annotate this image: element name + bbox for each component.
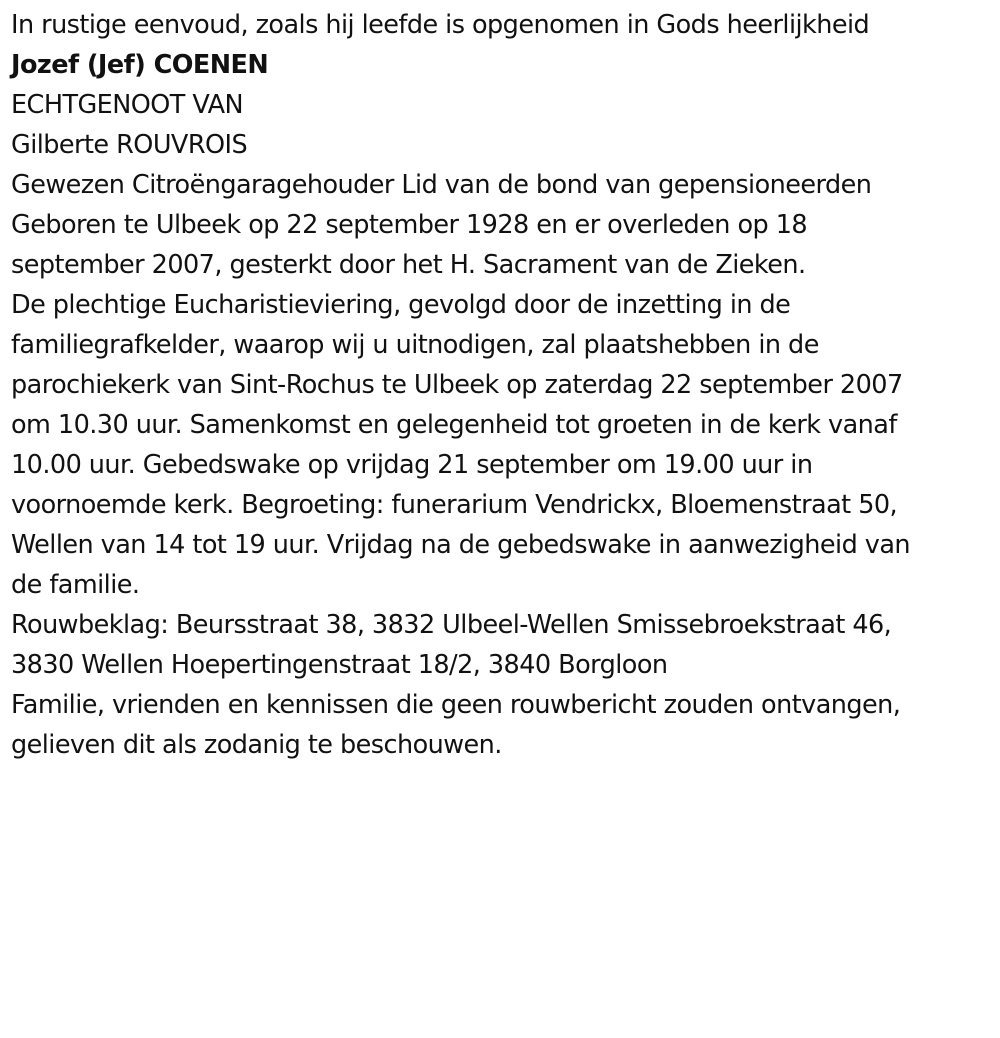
text-line: 10.00 uur. Gebedswake op vrijdag 21 september om 19.00 uur in <box>11 450 813 480</box>
text-line: om 10.30 uur. Samenkomst en gelegenheid tot groeten in de kerk vanaf <box>11 410 897 440</box>
text-line: 3830 Wellen Hoepertingenstraat 18/2, 3840 Borgloon <box>11 650 668 680</box>
opening-line: In rustige eenvoud, zoals hij leefde is opgenomen in Gods heerlijkheid <box>11 10 870 40</box>
condolences-paragraph <box>11 605 991 685</box>
text-line: de familie. <box>11 570 140 600</box>
birth-death-paragraph <box>11 205 991 285</box>
spouse-name: Gilberte ROUVROIS <box>11 130 248 160</box>
occupation-line: Gewezen Citroëngaragehouder Lid van de bond van gepensioneerden <box>11 170 872 200</box>
text-line: parochiekerk van Sint-Rochus te Ulbeek op zaterdag 22 september 2007 <box>11 370 903 400</box>
text-line: gelieven dit als zodanig te beschouwen. <box>11 730 502 760</box>
deceased-name: Jozef (Jef) COENEN <box>11 50 269 80</box>
ceremony-paragraph <box>11 285 991 605</box>
text-line: Rouwbeklag: Beursstraat 38, 3832 Ulbeel-Wellen Smissebroekstraat 46, <box>11 610 892 640</box>
death-notice <box>11 5 991 765</box>
text-line: Geboren te Ulbeek op 22 september 1928 en er overleden op 18 <box>11 210 808 240</box>
spouse-label: ECHTGENOOT VAN <box>11 90 244 120</box>
text-line: De plechtige Eucharistieviering, gevolgd door de inzetting in de <box>11 290 791 320</box>
closing-paragraph <box>11 685 991 765</box>
text-line: familiegrafkelder, waarop wij u uitnodigen, zal plaatshebben in de <box>11 330 819 360</box>
text-line: Wellen van 14 tot 19 uur. Vrijdag na de gebedswake in aanwezigheid van <box>11 530 911 560</box>
text-line: Familie, vrienden en kennissen die geen rouwbericht zouden ontvangen, <box>11 690 901 720</box>
text-line: voornoemde kerk. Begroeting: funerarium Vendrickx, Bloemenstraat 50, <box>11 490 898 520</box>
text-line: september 2007, gesterkt door het H. Sacrament van de Zieken. <box>11 250 806 280</box>
